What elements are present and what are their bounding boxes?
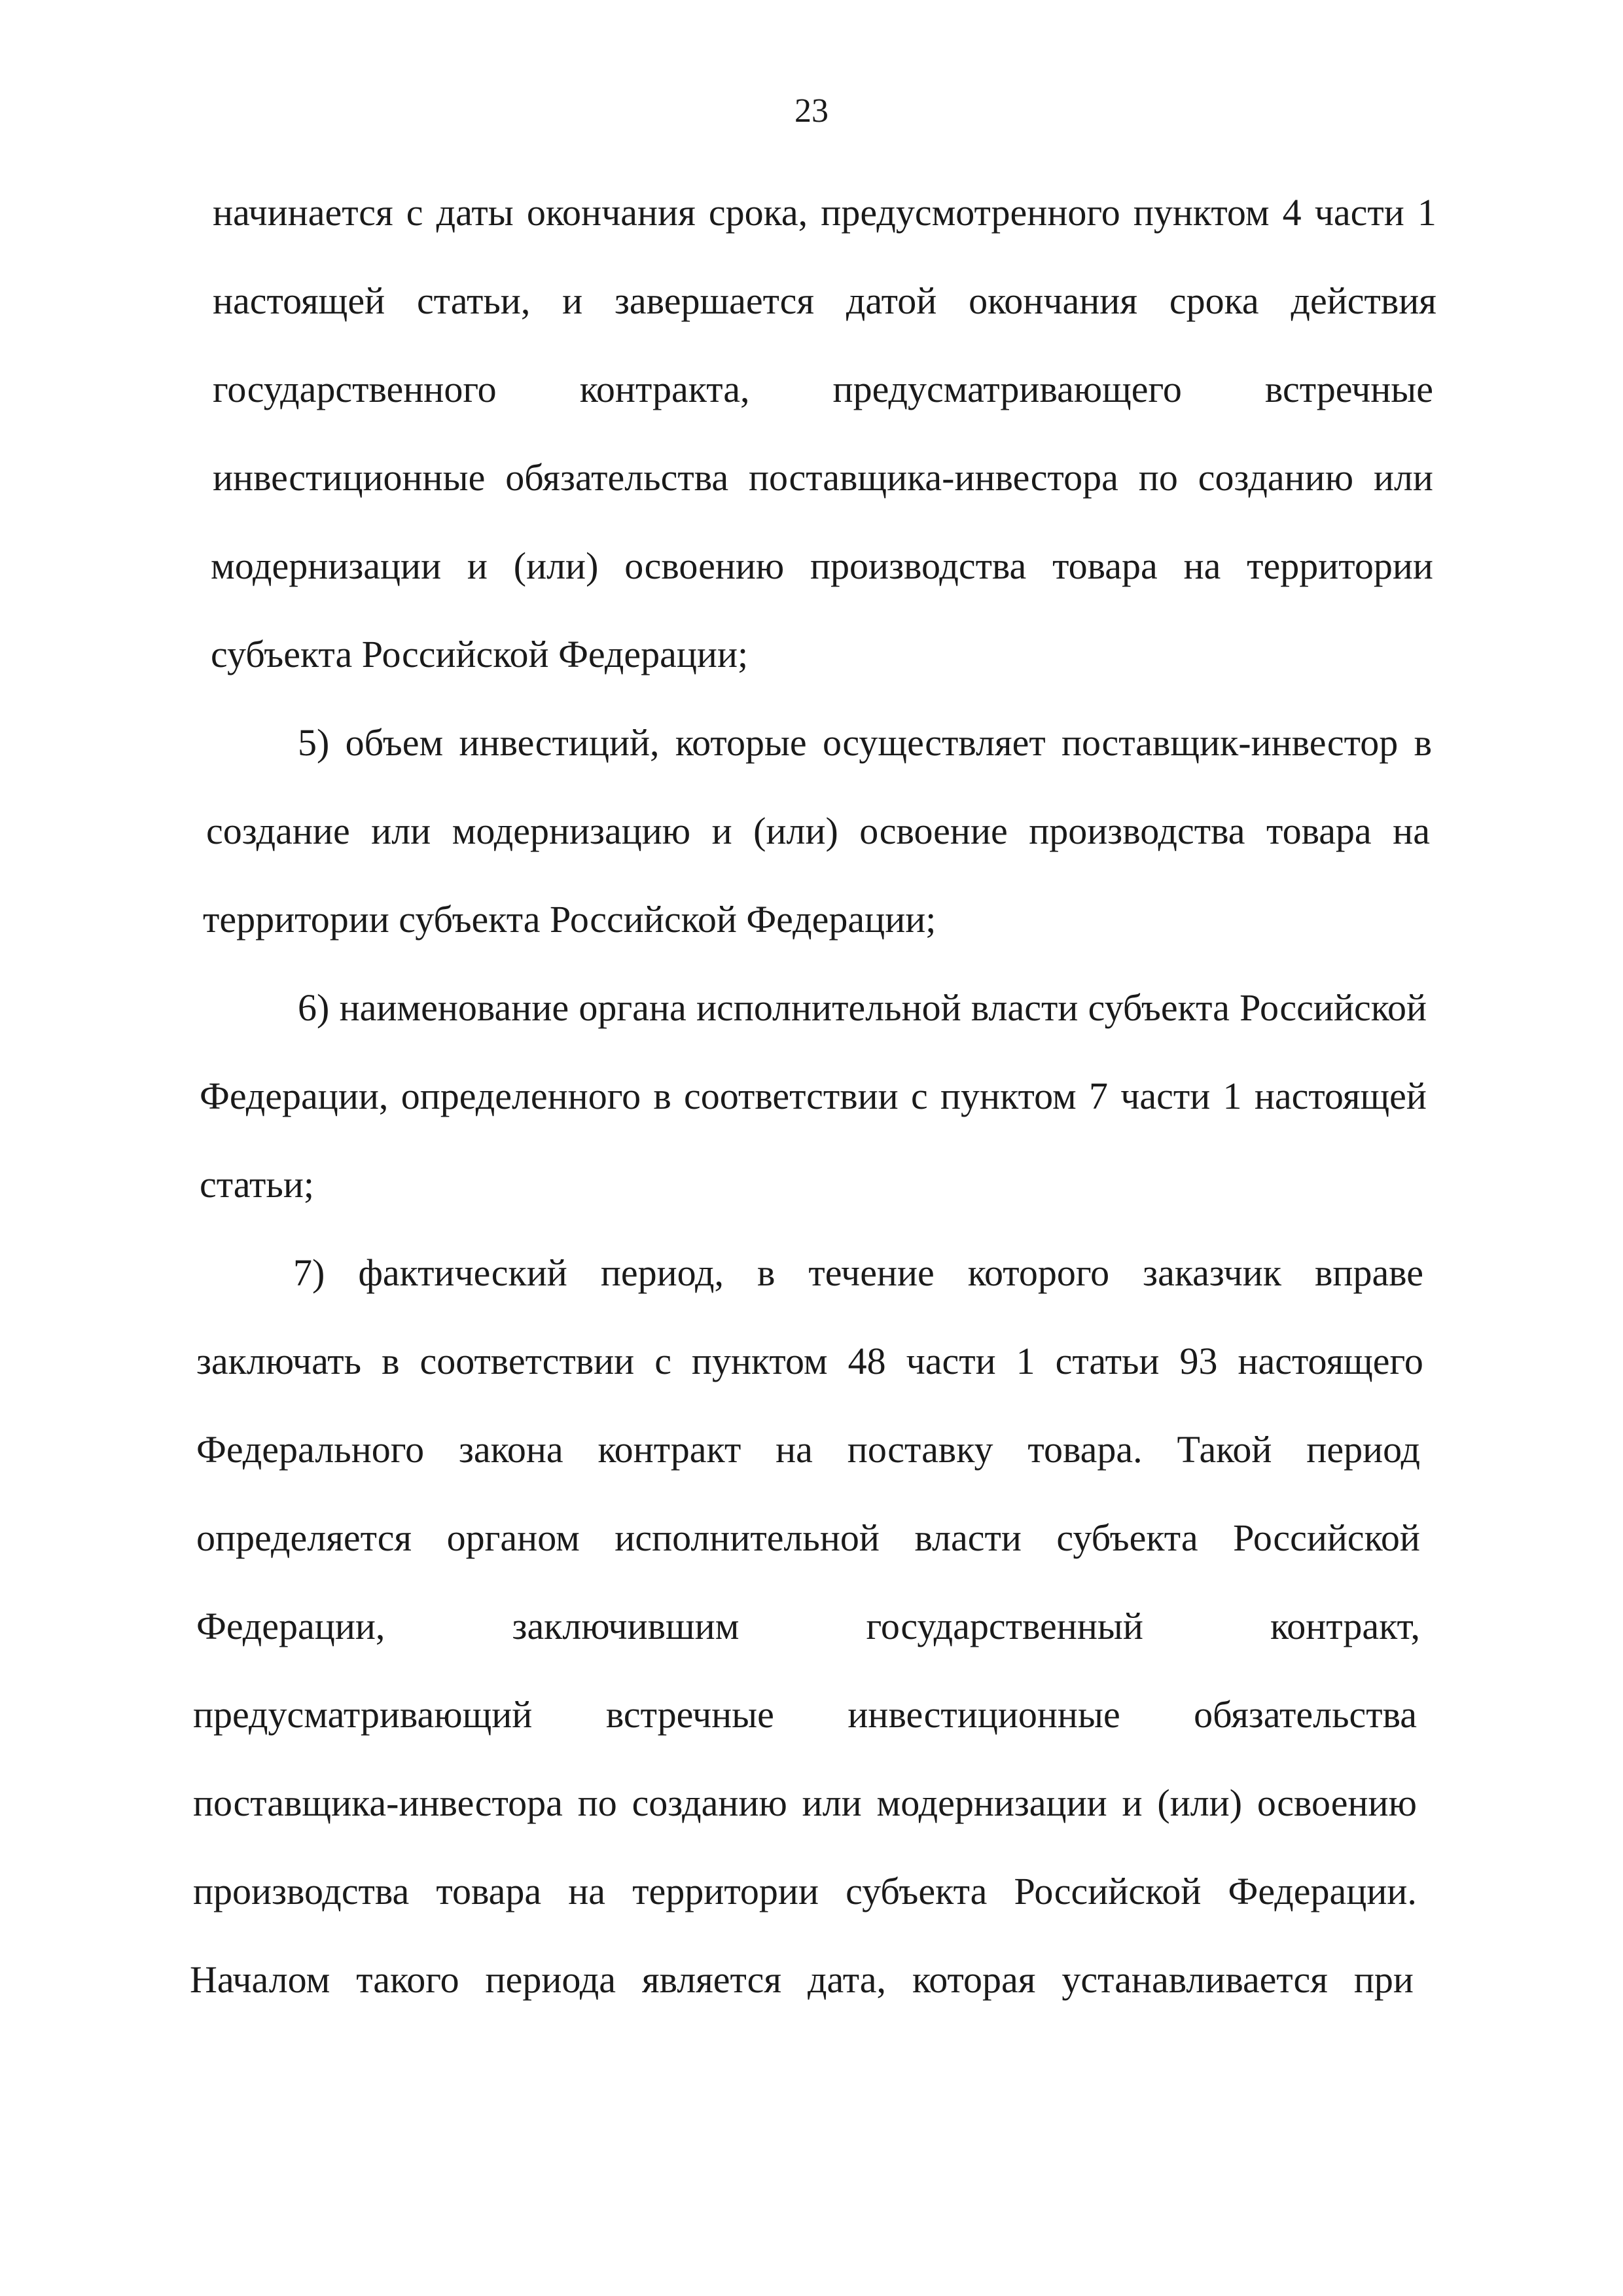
- word: пунктом: [1133, 191, 1270, 234]
- word: производства: [193, 1870, 410, 1912]
- text-line: [206, 808, 1430, 854]
- word: 7): [293, 1251, 325, 1294]
- word: 6): [298, 986, 330, 1029]
- word: территории: [632, 1870, 819, 1912]
- word: (или): [753, 810, 838, 852]
- word: завершается: [615, 279, 815, 322]
- word: производства: [810, 545, 1027, 587]
- word: с: [406, 191, 423, 234]
- word: и: [1122, 1782, 1143, 1824]
- word: и: [467, 545, 488, 587]
- word: заключать: [196, 1340, 362, 1382]
- word: которые: [675, 721, 807, 764]
- word: которого: [967, 1251, 1110, 1294]
- word: закона: [458, 1428, 563, 1471]
- word: созданию: [1198, 456, 1354, 499]
- word: окончания: [969, 279, 1138, 322]
- word: территории: [1247, 545, 1433, 587]
- word: в: [757, 1251, 776, 1294]
- word: части: [1314, 191, 1404, 234]
- word: обязательства: [505, 456, 729, 499]
- word: при: [1353, 1958, 1414, 2001]
- word: контракта,: [579, 368, 750, 410]
- text-line: [213, 278, 1436, 324]
- word: на: [568, 1870, 606, 1912]
- word: по: [577, 1782, 617, 1824]
- word: определенного: [401, 1075, 641, 1117]
- text-line: [213, 455, 1433, 501]
- word: органом: [446, 1516, 580, 1559]
- word: субъекта: [1056, 1516, 1198, 1559]
- text-line: [190, 1957, 1414, 2003]
- word: заказчик: [1143, 1251, 1282, 1294]
- word: субъекта: [846, 1870, 988, 1912]
- text-line: территории субъекта Российской Федерации;: [203, 898, 936, 941]
- text-line: [193, 1869, 1417, 1914]
- word: по: [1138, 456, 1178, 499]
- text-line: [200, 1073, 1427, 1119]
- word: 7: [1088, 1075, 1108, 1117]
- word: или: [1373, 456, 1433, 499]
- word: даты: [436, 191, 514, 234]
- word: дата,: [807, 1958, 887, 2001]
- word: фактический: [358, 1251, 567, 1294]
- word: 48: [847, 1340, 886, 1382]
- word: действия: [1291, 279, 1436, 322]
- word: освоению: [1257, 1782, 1417, 1824]
- text-line: субъекта Российской Федерации;: [211, 633, 749, 675]
- word: Началом: [190, 1958, 330, 2001]
- word: власти: [971, 986, 1079, 1029]
- word: Федерации,: [196, 1605, 385, 1647]
- word: освоению: [624, 545, 785, 587]
- word: 1: [1016, 1340, 1035, 1382]
- text-line: [196, 1515, 1420, 1561]
- word: (или): [1157, 1782, 1243, 1824]
- text-line: [196, 1338, 1423, 1384]
- word: осуществляет: [822, 721, 1046, 764]
- word: статьи: [1055, 1340, 1160, 1382]
- word: модернизацию: [452, 810, 691, 852]
- word: срока,: [708, 191, 808, 234]
- word: товара.: [1027, 1428, 1143, 1471]
- word: товара: [1052, 545, 1158, 587]
- word: модернизации: [211, 545, 442, 587]
- word: соответствии: [684, 1075, 899, 1117]
- word: с: [911, 1075, 928, 1117]
- word: и: [562, 279, 583, 322]
- word: 1: [1417, 191, 1436, 234]
- word: создание: [206, 810, 350, 852]
- word: 1: [1222, 1075, 1242, 1117]
- text-line: [196, 1604, 1420, 1649]
- text-line: [213, 367, 1433, 412]
- text-line: [196, 1427, 1420, 1473]
- word: настоящего: [1238, 1340, 1423, 1382]
- word: период: [1306, 1428, 1420, 1471]
- text-line: [298, 985, 1427, 1031]
- word: 4: [1282, 191, 1302, 234]
- word: Федерального: [196, 1428, 425, 1471]
- word: исполнительной: [615, 1516, 880, 1559]
- word: части: [1120, 1075, 1211, 1117]
- word: настоящей: [213, 279, 385, 322]
- word: на: [776, 1428, 813, 1471]
- word: пунктом: [691, 1340, 828, 1382]
- word: обязательства: [1194, 1693, 1417, 1736]
- word: встречные: [605, 1693, 774, 1736]
- page-number: 23: [794, 92, 829, 130]
- word: Федерации,: [200, 1075, 389, 1117]
- word: 5): [298, 721, 330, 764]
- word: течение: [808, 1251, 935, 1294]
- text-line: [211, 543, 1433, 589]
- text-line: [298, 720, 1432, 766]
- word: власти: [914, 1516, 1022, 1559]
- word: и: [711, 810, 732, 852]
- word: производства: [1029, 810, 1245, 852]
- text-line: статьи;: [200, 1163, 314, 1206]
- word: статьи,: [416, 279, 531, 322]
- word: исполнительной: [696, 986, 961, 1029]
- word: Федерации.: [1228, 1870, 1417, 1912]
- word: соответствии: [419, 1340, 635, 1382]
- word: устанавливается: [1061, 1958, 1328, 2001]
- word: поставку: [847, 1428, 993, 1471]
- text-line: [193, 1780, 1417, 1826]
- word: срока: [1169, 279, 1259, 322]
- word: с: [654, 1340, 671, 1382]
- word: части: [906, 1340, 996, 1382]
- word: настоящей: [1254, 1075, 1427, 1117]
- text-line: [193, 1692, 1417, 1738]
- word: определяется: [196, 1516, 412, 1559]
- word: Такой: [1177, 1428, 1272, 1471]
- word: предусматривающего: [832, 368, 1182, 410]
- word: окончания: [526, 191, 696, 234]
- word: на: [1183, 545, 1221, 587]
- text-line: [213, 190, 1436, 236]
- word: датой: [846, 279, 937, 322]
- word: созданию: [632, 1782, 787, 1824]
- word: объем: [345, 721, 444, 764]
- word: начинается: [213, 191, 393, 234]
- word: товара: [436, 1870, 542, 1912]
- word: которая: [912, 1958, 1036, 2001]
- word: в: [653, 1075, 671, 1117]
- word: 93: [1179, 1340, 1218, 1382]
- word: Российской: [1233, 1516, 1420, 1559]
- word: (или): [513, 545, 599, 587]
- word: освоение: [859, 810, 1008, 852]
- word: такого: [356, 1958, 459, 2001]
- word: модернизации: [876, 1782, 1107, 1824]
- word: Российской: [1240, 986, 1427, 1029]
- word: поставщика-инвестора: [193, 1782, 563, 1824]
- word: на: [1393, 810, 1430, 852]
- word: период,: [600, 1251, 724, 1294]
- word: субъекта: [1088, 986, 1230, 1029]
- word: или: [371, 810, 431, 852]
- word: вправе: [1315, 1251, 1423, 1294]
- word: наименование: [339, 986, 569, 1029]
- word: периода: [485, 1958, 616, 2001]
- word: контракт: [597, 1428, 741, 1471]
- word: государственный: [866, 1605, 1143, 1647]
- word: Российской: [1014, 1870, 1202, 1912]
- word: органа: [579, 986, 687, 1029]
- word: предусматривающий: [193, 1693, 533, 1736]
- word: поставщика-инвестора: [749, 456, 1118, 499]
- word: инвестиций,: [459, 721, 660, 764]
- word: предусмотренного: [821, 191, 1120, 234]
- word: инвестиционные: [847, 1693, 1120, 1736]
- word: товара: [1266, 810, 1372, 852]
- word: пунктом: [940, 1075, 1077, 1117]
- word: контракт,: [1270, 1605, 1420, 1647]
- word: государственного: [213, 368, 497, 410]
- word: поставщик-инвестор: [1061, 721, 1399, 764]
- word: является: [641, 1958, 782, 2001]
- word: встречные: [1264, 368, 1433, 410]
- word: в: [382, 1340, 400, 1382]
- word: заключившим: [512, 1605, 740, 1647]
- word: в: [1414, 721, 1432, 764]
- text-line: [293, 1250, 1423, 1296]
- word: инвестиционные: [213, 456, 486, 499]
- word: или: [802, 1782, 862, 1824]
